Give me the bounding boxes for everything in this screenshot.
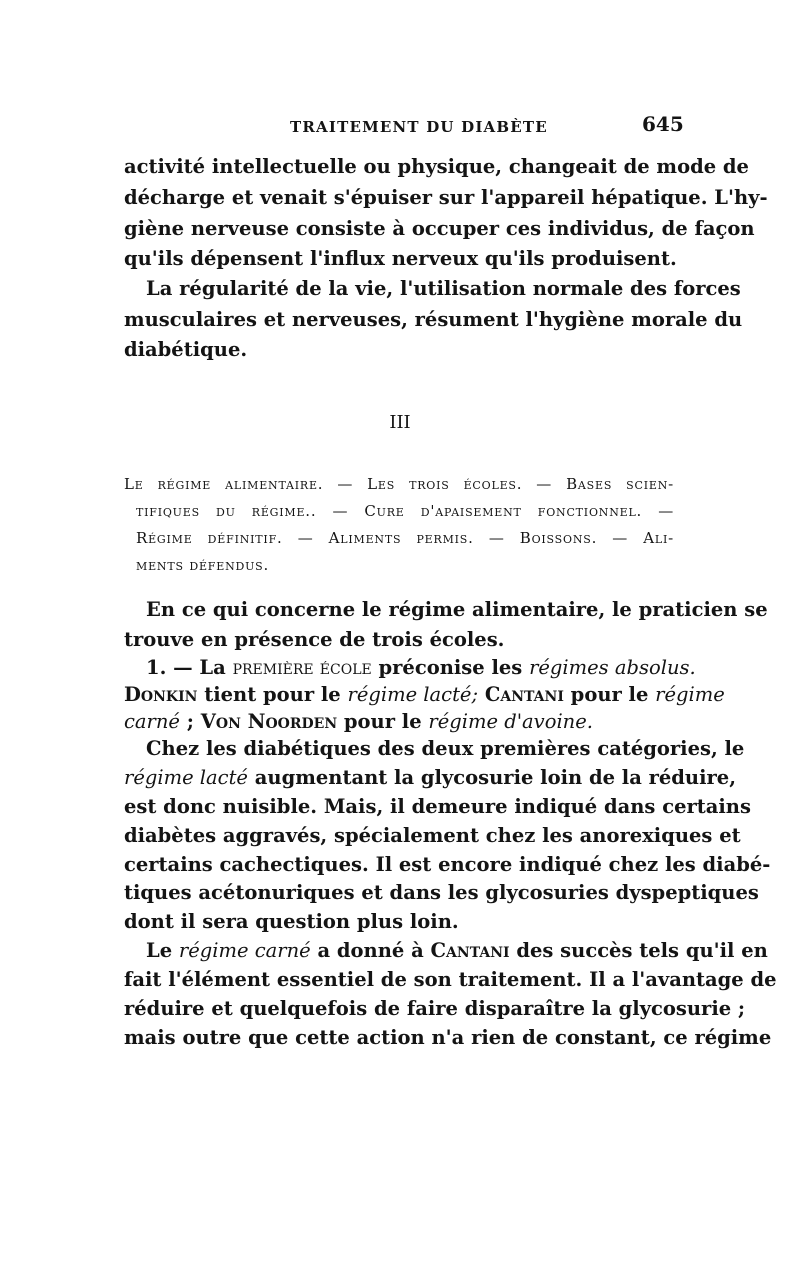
- section-summary-line: Régime définitif. — Aliments permis. — Boissons. — Ali-: [136, 529, 674, 547]
- text-line: certains cachectiques. Il est encore indiqué chez les diabé-: [124, 853, 771, 876]
- page-number: 645: [642, 112, 684, 136]
- text-line: dont il sera question plus loin.: [124, 910, 459, 933]
- text-line: giène nerveuse consiste à occuper ces individus, de façon: [124, 217, 755, 240]
- text-line: Chez les diabétiques des deux premières catégories, le: [146, 737, 745, 760]
- text-line: réduire et quelquefois de faire disparaître la glycosurie ;: [124, 997, 746, 1020]
- text-line: fait l'élément essentiel de son traitement. Il a l'avantage de: [124, 968, 777, 991]
- text-line: trouve en présence de trois écoles.: [124, 628, 505, 651]
- section-summary-line: ments défendus.: [136, 556, 270, 574]
- text-line: En ce qui concerne le régime alimentaire, le praticien se: [146, 598, 768, 621]
- section-summary-line: Le régime alimentaire. — Les trois écoles. — Bases scien-: [124, 475, 674, 493]
- text-line: tiques acétonuriques et dans les glycosuries dyspeptiques: [124, 881, 759, 904]
- text-line: carné ; Von Noorden pour le régime d'avoine.: [124, 710, 593, 733]
- text-line: La régularité de la vie, l'utilisation normale des forces: [146, 277, 741, 300]
- text-line: est donc nuisible. Mais, il demeure indiqué dans certains: [124, 795, 751, 818]
- text-line: régime lacté augmentant la glycosurie loin de la réduire,: [124, 766, 736, 789]
- text-line: diabétique.: [124, 338, 248, 361]
- text-line: mais outre que cette action n'a rien de constant, ce régime: [124, 1026, 772, 1049]
- text-line: Le régime carné a donné à Cantani des succès tels qu'il en: [146, 939, 768, 962]
- text-line: 1. — La première école préconise les régimes absolus.: [146, 656, 696, 679]
- text-line: activité intellectuelle ou physique, changeait de mode de: [124, 155, 749, 178]
- section-summary-line: tifiques du régime.. — Cure d'apaisement fonctionnel. —: [136, 502, 674, 520]
- text-line: musculaires et nerveuses, résument l'hygiène morale du: [124, 308, 743, 331]
- text-line: diabètes aggravés, spécialement chez les anorexiques et: [124, 824, 741, 847]
- text-line: Donkin tient pour le régime lacté; Cantani pour le régime: [124, 683, 725, 706]
- running-title: TRAITEMENT DU DIABÈTE: [290, 118, 548, 136]
- text-line: décharge et venait s'épuiser sur l'appareil hépatique. L'hy-: [124, 186, 768, 209]
- section-number: III: [389, 412, 411, 433]
- text-line: qu'ils dépensent l'influx nerveux qu'ils produisent.: [124, 247, 677, 270]
